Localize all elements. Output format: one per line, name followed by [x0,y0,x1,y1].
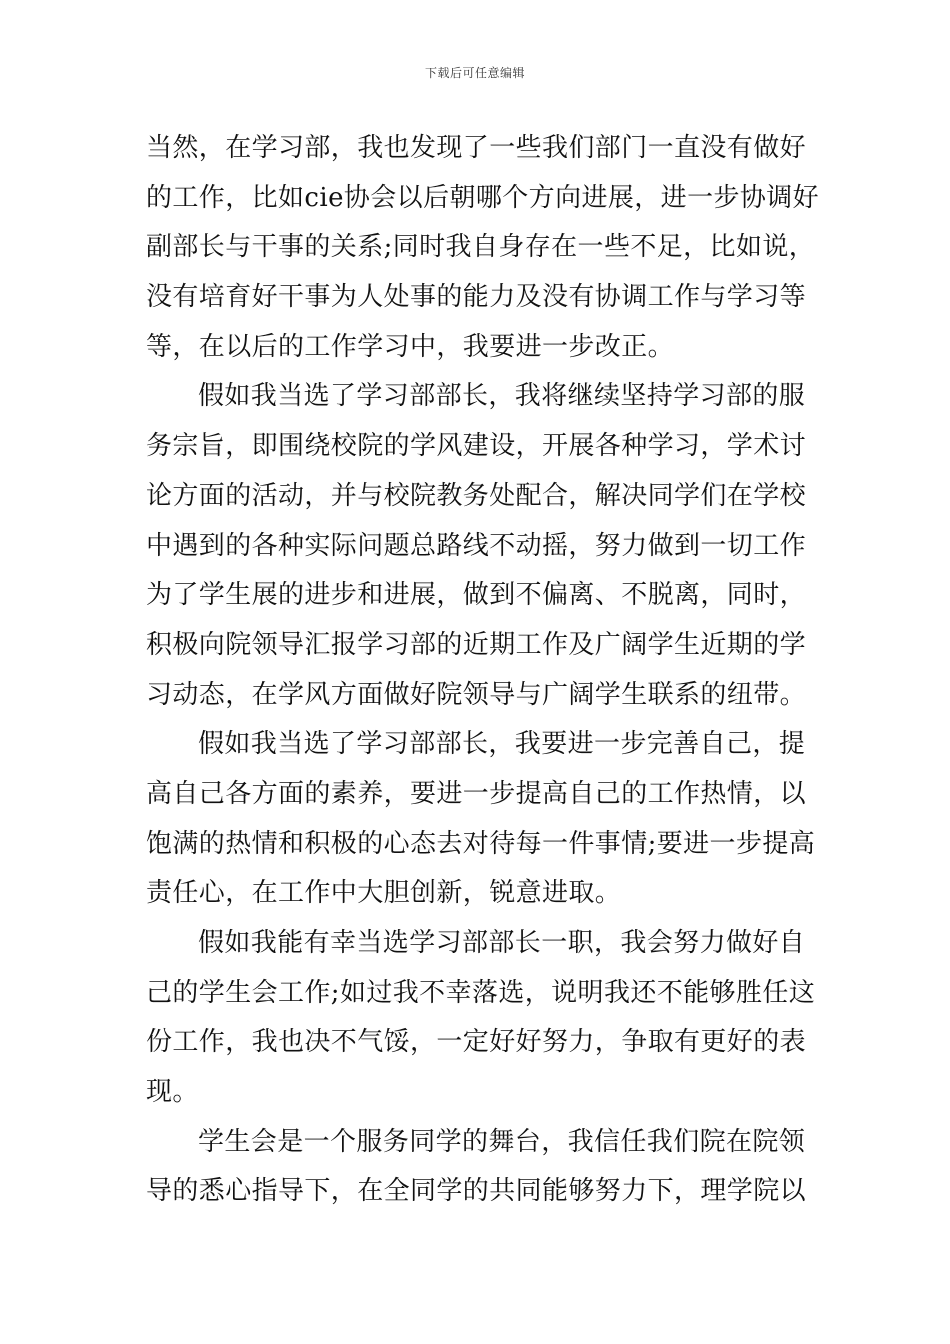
text-line: 假如我能有幸当选学习部部长一职，我会努力做好自 [198,928,806,958]
text-line: 己的学生会工作;如过我不幸落选，说明我还不能够胜任这 [146,977,816,1008]
text-line: 等，在以后的工作学习中，我要进一步改正。 [146,331,675,362]
text-line: 没有培育好干事为人处事的能力及没有协调工作与学习等 [146,282,807,313]
document-body [146,124,820,1217]
text-line: 假如我当选了学习部部长，我要进一步完善自己，提 [198,729,806,760]
text-line: 现。 [146,1077,199,1108]
text-line: 当然，在学习部，我也发现了一些我们部门一直没有做好 [146,133,807,163]
text-line: 饱满的热情和积极的心态去对待每一件事情;要进一步提高 [146,828,816,859]
text-line: 导的悉心指导下，在全同学的共同能够努力下，理学院以 [146,1176,807,1207]
text-line: 为了学生展的进步和进展，做到不偏离、不脱离，同时， [146,580,807,611]
text-line: 学生会是一个服务同学的舞台，我信任我们院在院领 [198,1126,806,1157]
text-line: 务宗旨，即围绕校院的学风建设，开展各种学习，学术讨 [146,431,807,462]
text-line: 份工作，我也决不气馁，一定好好努力，争取有更好的表 [146,1027,807,1058]
text-line: 中遇到的各种实际问题总路线不动摇，努力做到一切工作 [146,530,807,561]
text-line: 副部长与干事的关系;同时我自身存在一些不足，比如说， [146,232,816,263]
text-line: 高自己各方面的素养，要进一步提高自己的工作热情，以 [146,778,807,809]
text-line: 假如我当选了学习部部长，我将继续坚持学习部的服 [198,381,806,412]
text-line: 习动态，在学风方面做好院领导与广阔学生联系的纽带。 [146,679,807,710]
page-header: 下载后可任意编辑 [424,66,525,80]
text-line: 积极向院领导汇报学习部的近期工作及广阔学生近期的学 [146,629,807,660]
text-line: 责任心，在工作中大胆创新，锐意进取。 [146,878,622,909]
text-line: 的工作，比如cie协会以后朝哪个方向进展，进一步协调好 [146,182,820,213]
text-line: 论方面的活动，并与校院教务处配合，解决同学们在学校 [146,480,807,511]
